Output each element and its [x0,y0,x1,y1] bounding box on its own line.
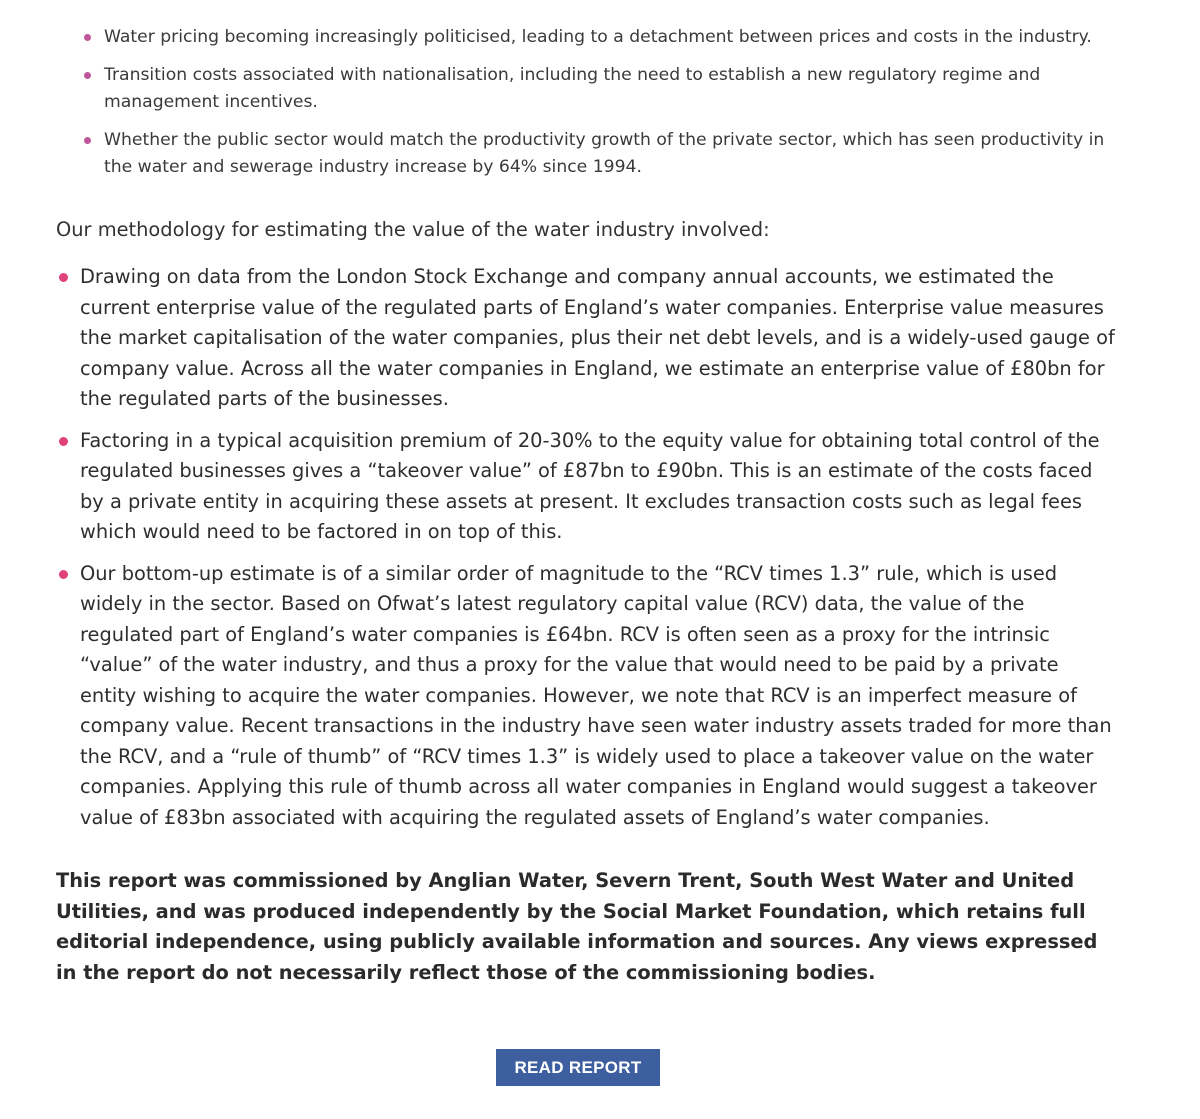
bullet-dot-icon [84,137,91,144]
list-item-text: Factoring in a typical acquisition premium of 20-30% to the equity value for obtaining total control of the regulated businesses gives a “takeover value” of £87bn to £90bn. This is an estimate of the costs faced by a private entity in acquiring these assets at present. It excludes transaction costs such as legal fees which would need to be factored in on top of this. [80,428,1100,543]
list-item [56,127,1116,181]
list-item [56,559,1116,834]
list-item-text: Transition costs associated with nationalisation, including the need to establish a new regulatory regime and management incentives. [104,65,1041,112]
list-item [56,24,1116,51]
top-bullet-list [56,24,1116,192]
bullet-dot-icon [59,437,68,446]
read-report-button[interactable]: READ REPORT [496,1049,660,1086]
methodology-intro: Our methodology for estimating the value of the water industry involved: [56,218,770,241]
bullet-dot-icon [84,34,91,41]
methodology-list [56,262,1116,844]
bullet-dot-icon [59,570,68,579]
list-item-text: Drawing on data from the London Stock Exchange and company annual accounts, we estimated the current enterprise value of the regulated parts of England’s water companies. Enterprise value measures the market capitalisation of the water companies, plus their net debt levels, and is a widely-used gauge of company value. Across all the water companies in England, we estimate an enterprise value of £80bn for the regulated parts of the businesses. [80,265,1115,410]
list-item-text: Whether the public sector would match the productivity growth of the private sector, which has seen productivity in the water and sewerage industry increase by 64% since 1994. [104,130,1105,177]
list-item [56,426,1116,548]
list-item-text: Our bottom-up estimate is of a similar order of magnitude to the “RCV times 1.3” rule, which is used widely in the sector. Based on Ofwat’s latest regulatory capital value (RCV) data, the value of the regulated part of England’s water companies is £64bn. RCV is often seen as a proxy for the intrinsic “value” of the water industry, and thus a proxy for the value that would need to be paid by a private entity wishing to acquire the water companies. However, we note that RCV is an imperfect measure of company value. Recent transactions in the industry have seen water industry assets traded for more than the RCV, and a “rule of thumb” of “RCV times 1.3” is widely used to place a takeover value on the water companies. Applying this rule of thumb across all water companies in England would suggest a takeover value of £83bn associated with acquiring the regulated assets of England’s water companies. [80,561,1112,829]
bullet-dot-icon [84,72,91,79]
list-item [56,262,1116,415]
list-item [56,62,1116,116]
bullet-dot-icon [59,273,68,282]
commission-disclaimer: This report was commissioned by Anglian Water, Severn Trent, South West Water and United Utilities, and was produced independently by the Social Market Foundation, which retains full editorial independence, using publicly available information and sources. Any views expressed in the report do not necessarily reflect those of the commissioning bodies. [56,869,1098,984]
list-item-text: Water pricing becoming increasingly politicised, leading to a detachment between prices and costs in the industry. [104,27,1092,47]
